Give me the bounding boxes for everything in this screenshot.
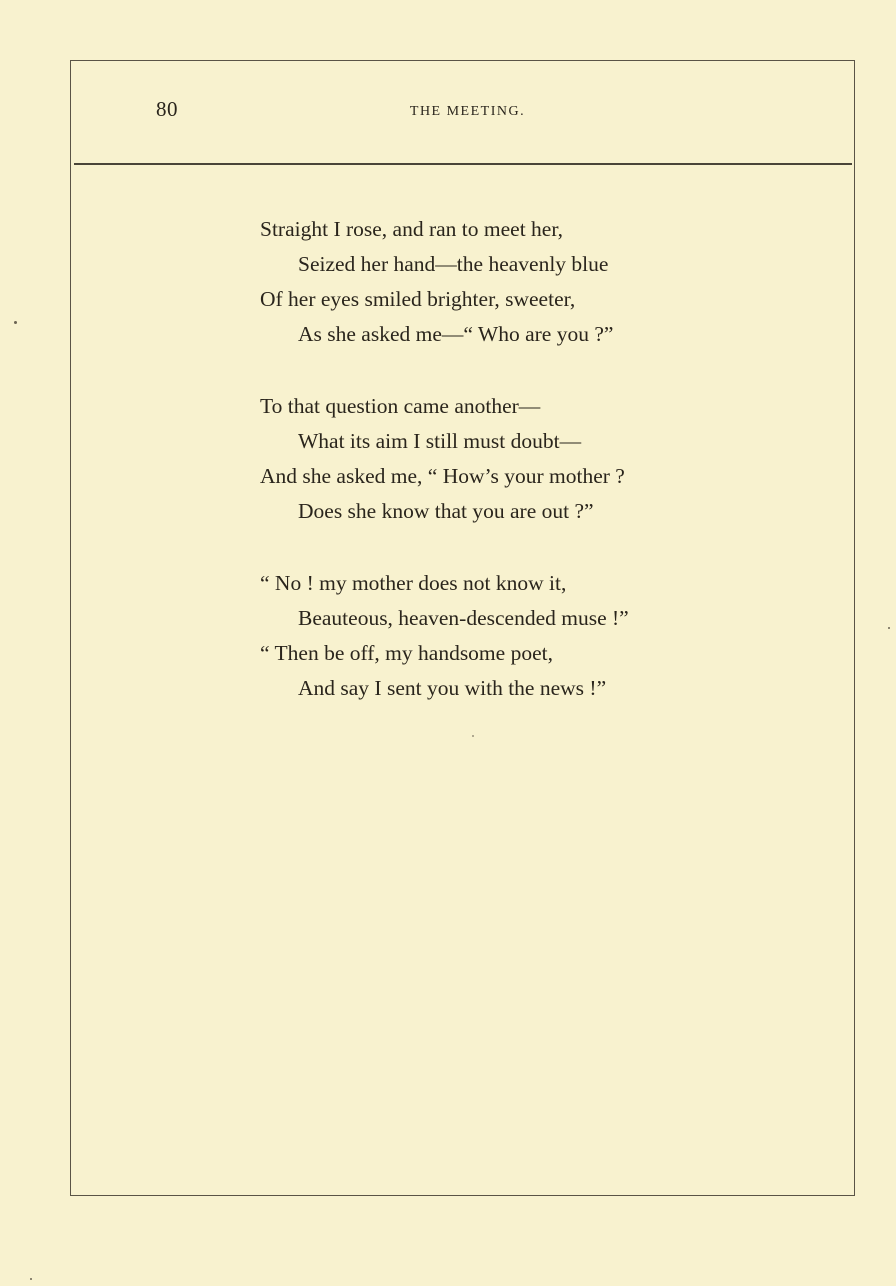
poem-line: Of her eyes smiled brighter, sweeter, [260, 287, 576, 311]
poem-line: “ Then be off, my handsome poet, [260, 641, 553, 665]
poem-line: Does she know that you are out ?” [298, 499, 594, 523]
running-title: THE MEETING. [409, 104, 526, 119]
stanza-1 [260, 212, 629, 352]
poem-line: Straight I rose, and ran to meet her, [260, 217, 564, 241]
paper-speck [30, 1278, 32, 1280]
poem-line: As she asked me—“ Who are you ?” [298, 322, 614, 346]
stanza-break [260, 529, 629, 566]
poem-line: Beauteous, heaven-descended muse !” [298, 606, 629, 630]
poem-line: And she asked me, “ How’s your mother ? [260, 464, 625, 488]
poem-line: What its aim I still must doubt— [298, 429, 582, 453]
paper-speck [888, 627, 890, 629]
page-number: 80 [156, 97, 178, 121]
poem-line: To that question came another— [260, 394, 541, 418]
poem-line: And say I sent you with the news !” [298, 676, 607, 700]
poem-line: Seized her hand—the heavenly blue [298, 252, 609, 276]
stanza-3 [260, 566, 629, 706]
stanza-break [260, 352, 629, 389]
paper-speck [14, 321, 17, 324]
header-rule [74, 163, 852, 165]
paper-speck [472, 735, 474, 737]
poem-line: “ No ! my mother does not know it, [260, 571, 567, 595]
stanza-2 [260, 389, 629, 529]
poem [260, 212, 629, 706]
